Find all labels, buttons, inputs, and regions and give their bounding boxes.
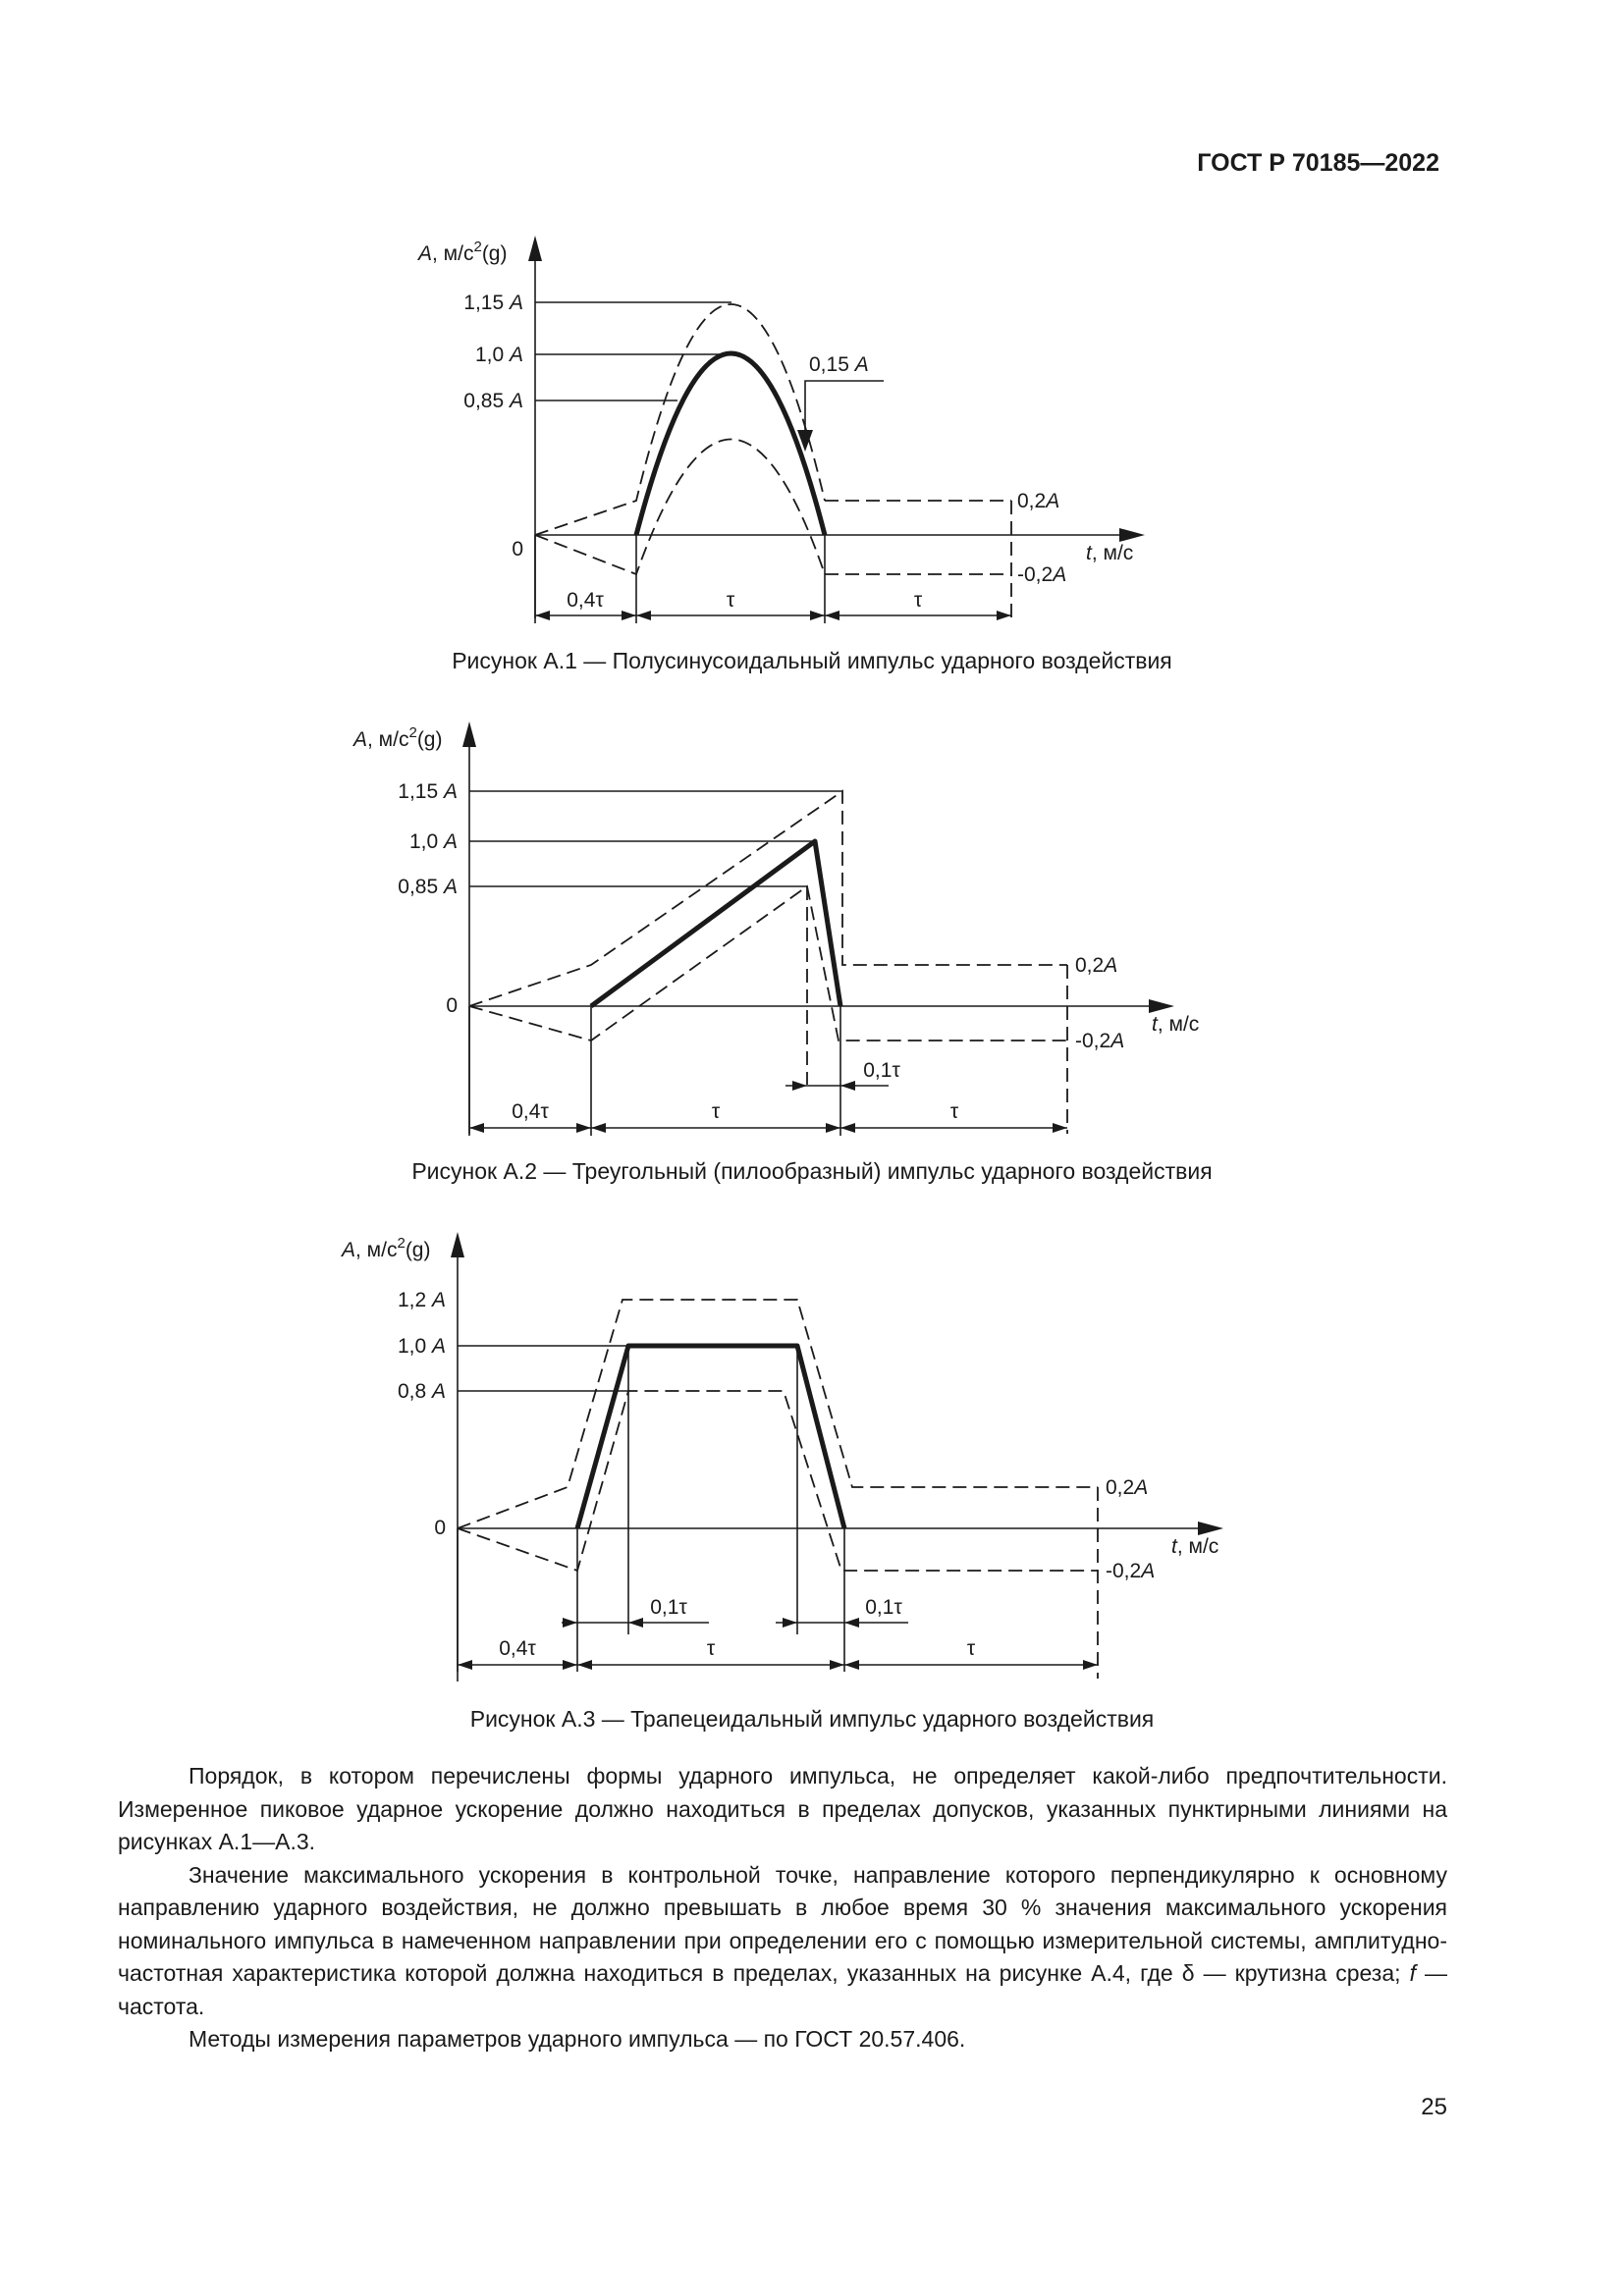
figure-a2 [0, 712, 1624, 1144]
dim-label-0-4tau: 0,4τ [567, 589, 604, 612]
paragraph-1: Порядок, в котором перечислены формы ударного импульса, не определяет какой-либо предпочтительности. Измеренное пиковое ударное ускорение должно находиться в пределах допусков, указанных пунктирными линиями на рисунках А.1—А.3. [118, 1763, 1447, 1854]
upper-tolerance [458, 1300, 1098, 1528]
figure-a1-caption: Рисунок А.1 — Полусинусоидальный импульс ударного воздействия [452, 648, 1172, 673]
x-axis-label: t, м/с [1152, 1013, 1200, 1036]
x-axis-arrowhead [1119, 528, 1145, 542]
dim-label-tau-2: τ [966, 1637, 976, 1660]
annotation-leader [805, 381, 884, 432]
zero-label: 0 [434, 1517, 446, 1539]
figure-a2-caption: Рисунок А.2 — Треугольный (пилообразный) импульс ударного воздействия [411, 1158, 1213, 1184]
paragraph-3: Методы измерения параметров ударного импульса — по ГОСТ 20.57.406. [189, 2026, 966, 2052]
level-label-1-0: 1,0 A [474, 344, 523, 366]
level-label-1-15: 1,15 A [398, 780, 458, 803]
level-label-0-85: 0,85 A [463, 390, 523, 412]
x-axis-label: t, м/с [1086, 542, 1134, 564]
zero-label: 0 [446, 994, 458, 1017]
page-number: 25 [1421, 2094, 1447, 2120]
nominal-trapezoid-pulse [577, 1346, 844, 1528]
dim-label-0-4tau: 0,4τ [512, 1100, 549, 1123]
level-label-0-8: 0,8 A [397, 1380, 446, 1403]
small-dim-label-2: 0,1τ [865, 1596, 902, 1619]
negative-offset-label: -0,2A [1075, 1030, 1125, 1052]
level-label-1-2: 1,2 A [397, 1289, 446, 1311]
negative-offset-label: -0,2A [1017, 563, 1067, 586]
y-axis-arrowhead [462, 721, 476, 747]
dim-label-0-4tau: 0,4τ [499, 1637, 536, 1660]
dim-label-tau-1: τ [726, 589, 735, 612]
dim-label-tau-1: τ [706, 1637, 716, 1660]
y-axis-label: A, $м/с^2(g)$ [353, 724, 443, 751]
figure-a1 [0, 226, 1624, 648]
y-axis-arrowhead [528, 236, 542, 261]
zero-label: 0 [512, 538, 523, 561]
paragraph-2: Значение максимального ускорения в контрольной точке, направление которого перпендикулярно к основному направлению ударного воздействия, не должно превышать в любое время 30 % значения максимального ускорения номинального импульса в намеченном направлении при определении его с помощью измерительной системы, амплитудно-частотная характеристика которой должна находиться в пределах, указанных на рисунке А.4, где δ — крутизна среза; f — частота. [118, 1861, 1447, 2019]
lower-tolerance [458, 1391, 1098, 1571]
upper-tolerance-curve [535, 304, 825, 535]
y-axis-label: A, $м/с^2(g)$ [342, 1235, 431, 1261]
positive-offset-label: 0,2A [1017, 490, 1060, 512]
upper-tolerance [469, 791, 1067, 1006]
dim-label-tau-2: τ [913, 589, 923, 612]
negative-offset-label: -0,2A [1106, 1560, 1156, 1582]
small-dim-label-1: 0,1τ [650, 1596, 687, 1619]
body-text [118, 1760, 1447, 2056]
y-axis-arrowhead [451, 1232, 464, 1257]
figure-a3-caption: Рисунок А.3 — Трапецеидальный импульс ударного воздействия [469, 1706, 1155, 1732]
x-axis-label: t, м/с [1171, 1535, 1219, 1558]
y-axis-label: A, $м/с^2(g)$ [418, 239, 508, 265]
positive-offset-label: 0,2A [1106, 1476, 1149, 1499]
lower-tolerance [469, 886, 1067, 1041]
level-label-1-0: 1,0 A [397, 1335, 446, 1358]
nominal-sawtooth-pulse [591, 841, 840, 1006]
lower-tolerance-curve [535, 440, 825, 575]
level-label-1-15: 1,15 A [463, 292, 523, 314]
nominal-half-sine-pulse [636, 353, 825, 535]
annotation-label: 0,15 A [809, 353, 869, 376]
level-label-1-0: 1,0 A [408, 830, 458, 853]
figure-a3 [0, 1222, 1624, 1683]
level-label-0-85: 0,85 A [398, 876, 458, 898]
dim-label-tau-2: τ [949, 1100, 959, 1123]
x-axis-arrowhead [1149, 999, 1174, 1013]
dim-label-tau-1: τ [711, 1100, 721, 1123]
small-dim-label: 0,1τ [863, 1059, 900, 1082]
x-axis-arrowhead [1198, 1522, 1223, 1535]
document-header: ГОСТ Р 70185—2022 [1197, 149, 1439, 177]
positive-offset-label: 0,2A [1075, 954, 1118, 977]
